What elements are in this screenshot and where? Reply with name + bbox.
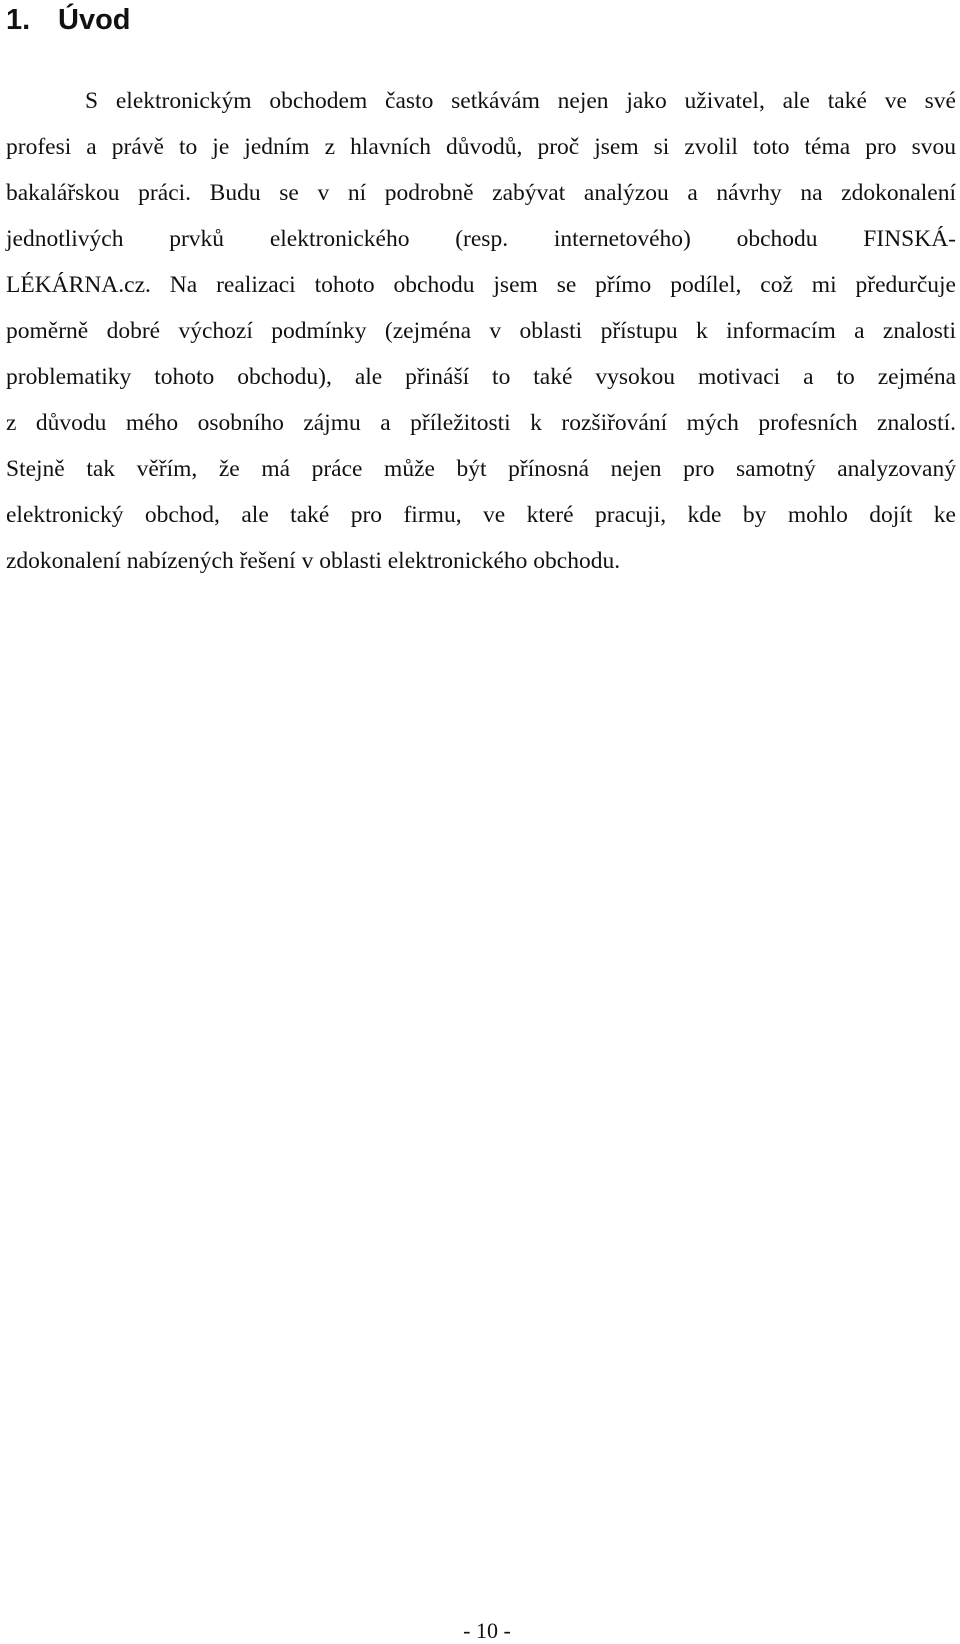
paragraph-line: elektronický obchod, ale také pro firmu, ve které pracuji, kde by mohlo dojít ke <box>6 502 956 528</box>
paragraph-line: bakalářskou práci. Budu se v ní podrobně zabývat analýzou a návrhy na zdokonalení <box>6 180 956 206</box>
paragraph-line: Stejně tak věřím, že má práce může být přínosná nejen pro samotný analyzovaný <box>6 456 956 482</box>
paragraph-line: S elektronickým obchodem často setkávám nejen jako uživatel, ale také ve své <box>85 88 956 114</box>
chapter-heading <box>6 0 131 40</box>
paragraph-line: jednotlivých prvků elektronického (resp. internetového) obchodu FINSKÁ- <box>6 226 956 252</box>
paragraph-line: z důvodu mého osobního zájmu a příležitosti k rozšiřování mých profesních znalostí. <box>6 410 956 436</box>
paragraph-line: poměrně dobré výchozí podmínky (zejména v oblasti přístupu k informacím a znalosti <box>6 318 956 344</box>
page-number: - 10 - <box>463 1618 511 1643</box>
chapter-title: Úvod <box>58 4 131 36</box>
paragraph-line: profesi a právě to je jedním z hlavních důvodů, proč jsem si zvolil toto téma pro svou <box>6 134 956 160</box>
intro-paragraph <box>6 78 956 584</box>
paragraph-line: problematiky tohoto obchodu), ale přináší to také vysokou motivaci a to zejména <box>6 364 956 390</box>
page-number-footer <box>0 1618 960 1644</box>
paragraph-line: LÉKÁRNA.cz. Na realizaci tohoto obchodu jsem se přímo podílel, což mi předurčuje <box>6 272 956 298</box>
chapter-number: 1. <box>6 4 31 36</box>
paragraph-line: zdokonalení nabízených řešení v oblasti elektronického obchodu. <box>6 548 621 574</box>
